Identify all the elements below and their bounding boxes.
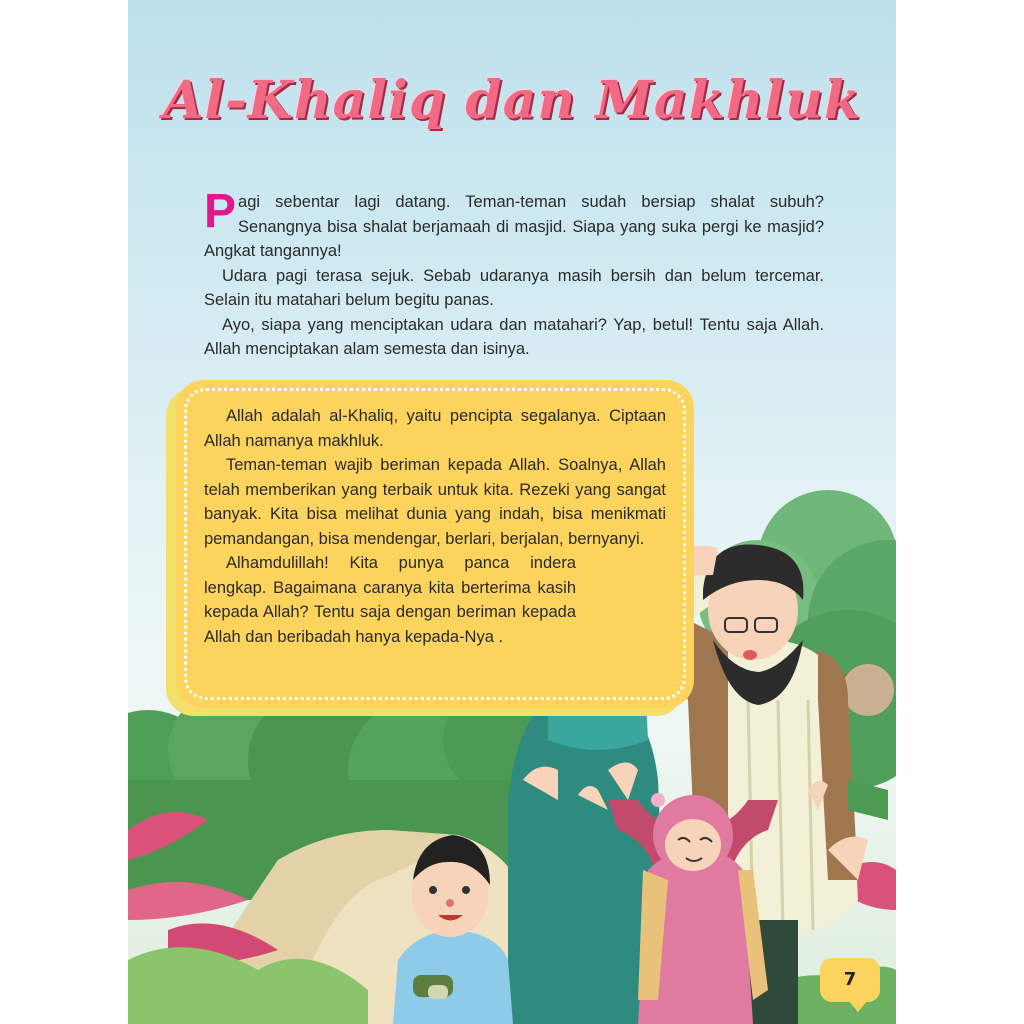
box-paragraph-3: Alhamdulillah! Kita punya panca indera lengkap. Bagaimana caranya kita berterima kasih kepada Allah? Tentu saja dengan beriman kepada Allah dan beribadah hanya kepada-Nya . — [204, 554, 576, 646]
intro-paragraph-3: Ayo, siapa yang menciptakan udara dan matahari? Yap, betul! Tentu saja Allah. Allah menciptakan alam semesta dan isinya. — [204, 315, 824, 358]
page-title: Al-Khaliq dan Makhluk — [163, 70, 861, 131]
intro-text — [204, 185, 824, 362]
book-page — [128, 0, 896, 1024]
box-paragraph-2: Teman-teman wajib beriman kepada Allah. Soalnya, Allah telah memberikan yang terbaik untuk kita. Rezeki yang sangat banyak. Kita bisa melihat dunia yang indah, bisa menikmati pemandangan, bisa mendengar, berlari, berjalan, bernyanyi. — [204, 456, 666, 548]
info-box-text — [204, 404, 666, 649]
intro-paragraph-1 — [204, 185, 824, 264]
badge-tail — [848, 1000, 868, 1012]
intro-paragraph-2: Udara pagi terasa sejuk. Sebab udaranya masih bersih dan belum tercemar. Selain itu matahari belum begitu panas. — [204, 266, 824, 309]
box-paragraph-1: Allah adalah al-Khaliq, yaitu pencipta segalanya. Ciptaan Allah namanya makhluk. — [204, 407, 666, 450]
page-number: 7 — [843, 969, 857, 990]
drop-cap: P — [204, 185, 237, 238]
intro-paragraph-1-text: agi sebentar lagi datang. Teman-teman sudah bersiap shalat subuh? Senangnya bisa shalat berjamaah di masjid. Siapa yang suka pergi ke masjid? Angkat tangannya! — [204, 193, 824, 260]
page-number-badge — [820, 958, 880, 1002]
